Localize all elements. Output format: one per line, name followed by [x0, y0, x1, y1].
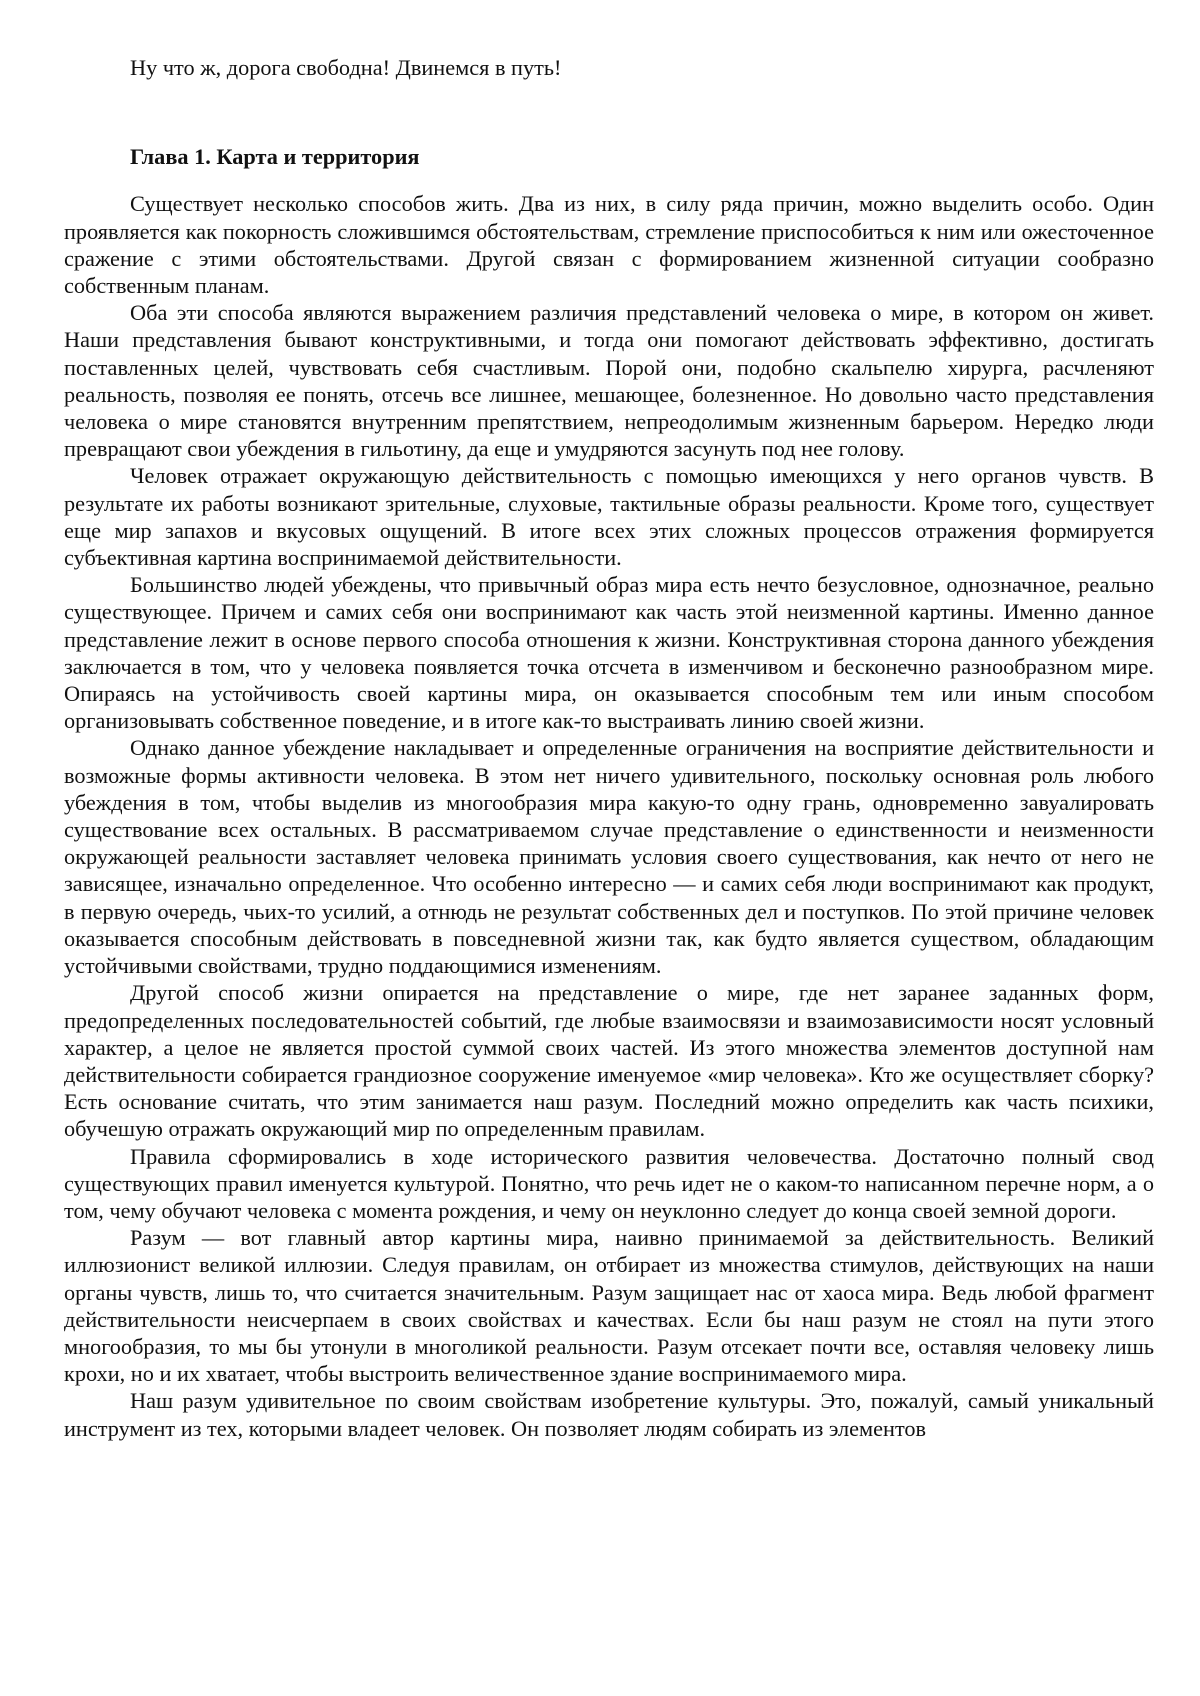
body-paragraph: Правила сформировались в ходе исторического развития человечества. Достаточно полный свод существующих правил именуется культурой. Понятно, что речь идет не о каком-то написанном перечне норм, а о том, чему обучают человека с момента рождения, и чему он неуклонно следует до конца своей земной дороги.	[64, 1143, 1154, 1223]
body-paragraph: Однако данное убеждение накладывает и определенные ограничения на восприятие действительности и возможные формы активности человека. В этом нет ничего удивительного, поскольку основная роль любого убеждения в том, чтобы выделив из многообразия мира какую-то одну грань, одновременно завуалировать существование всех остальных. В рассматриваемом случае представление о единственности и неизменности окружающей реальности заставляет человека принимать условия своего существования, как нечто от него не зависящее, изначально определенное. Что особенно интересно — и самих себя люди воспринимают как продукт, в первую очередь, чьих-то усилий, а отнюдь не результат собственных дел и поступков. По этой причине человек оказывается способным действовать в повседневной жизни так, как будто является существом, обладающим устойчивыми свойствами, трудно поддающимися изменениям.	[64, 735, 1154, 979]
body-paragraph: Оба эти способа являются выражением различия представлений человека о мире, в котором он живет. Наши представления бывают конструктивными, и тогда они помогают действовать эффективно, достигать поставленных целей, чувствовать себя счастливым. Порой они, подобно скальпелю хирурга, расчленяют реальность, позволяя ее понять, отсечь все лишнее, мешающее, болезненное. Но довольно часто представления человека о мире становятся внутренним препятствием, непреодолимым жизненным барьером. Нередко люди превращают свои убеждения в гильотину, да еще и умудряются засунуть под нее голову.	[64, 300, 1154, 462]
intro-line: Ну что ж, дорога свободна! Двинемся в путь!	[130, 55, 562, 80]
body-paragraph: Другой способ жизни опирается на представление о мире, где нет заранее заданных форм, предопределенных последовательностей событий, где любые взаимосвязи и взаимозависимости носят условный характер, а целое не является простой суммой своих частей. Из этого множества элементов доступной нам действительности собирается грандиозное сооружение именуемое «мир человека». Кто же осуществляет сборку? Есть основание считать, что этим занимается наш разум. Последний можно определить как часть психики, обучешую отражать окружающий мир по определенным правилам.	[64, 980, 1154, 1142]
body-paragraph: Разум — вот главный автор картины мира, наивно принимаемой за действительность. Великий иллюзионист великой иллюзии. Следуя правилам, он отбирает из множества стимулов, действующих на наши органы чувств, лишь то, что считается значительным. Разум защищает нас от хаоса мира. Ведь любой фрагмент действительности неисчерпаем в своих свойствах и качествах. Если бы наш разум не стоял на пути этого многообразия, то мы бы утонули в многоликой реальности. Разум отсекает почти все, оставляя человеку лишь крохи, но и их хватает, чтобы выстроить величественное здание воспринимаемого мира.	[64, 1225, 1154, 1387]
body-paragraph: Большинство людей убеждены, что привычный образ мира есть нечто безусловное, однозначное, реально существующее. Причем и самих себя они воспринимают как часть этой неизменной картины. Именно данное представление лежит в основе первого способа отношения к жизни. Конструктивная сторона данного убеждения заключается в том, что у человека появляется точка отсчета в изменчивом и бесконечно разнообразном мире. Опираясь на устойчивость своей картины мира, он оказывается способным тем или иным способом организовывать собственное поведение, и в итоге как-то выстраивать линию своей жизни.	[64, 572, 1154, 734]
body-paragraph: Наш разум удивительное по своим свойствам изобретение культуры. Это, пожалуй, самый уникальный инструмент из тех, которыми владеет человек. Он позволяет людям собирать из элементов	[64, 1388, 1154, 1441]
document-page	[64, 54, 1154, 1442]
body-paragraph: Человек отражает окружающую действительность с помощью имеющихся у него органов чувств. В результате их работы возникают зрительные, слуховые, тактильные образы реальности. Кроме того, существует еще мир запахов и вкусовых ощущений. В итоге всех этих сложных процессов отражения формируется субъективная картина воспринимаемой действительности.	[64, 463, 1154, 571]
chapter-title: Глава 1. Карта и территория	[130, 144, 420, 170]
body-paragraph: Существует несколько способов жить. Два из них, в силу ряда причин, можно выделить особо. Один проявляется как покорность сложившимся обстоятельствам, стремление приспособиться к ним или ожесточенное сражение с этими обстоятельствами. Другой связан с формированием жизненной ситуации сообразно собственным планам.	[64, 191, 1154, 299]
